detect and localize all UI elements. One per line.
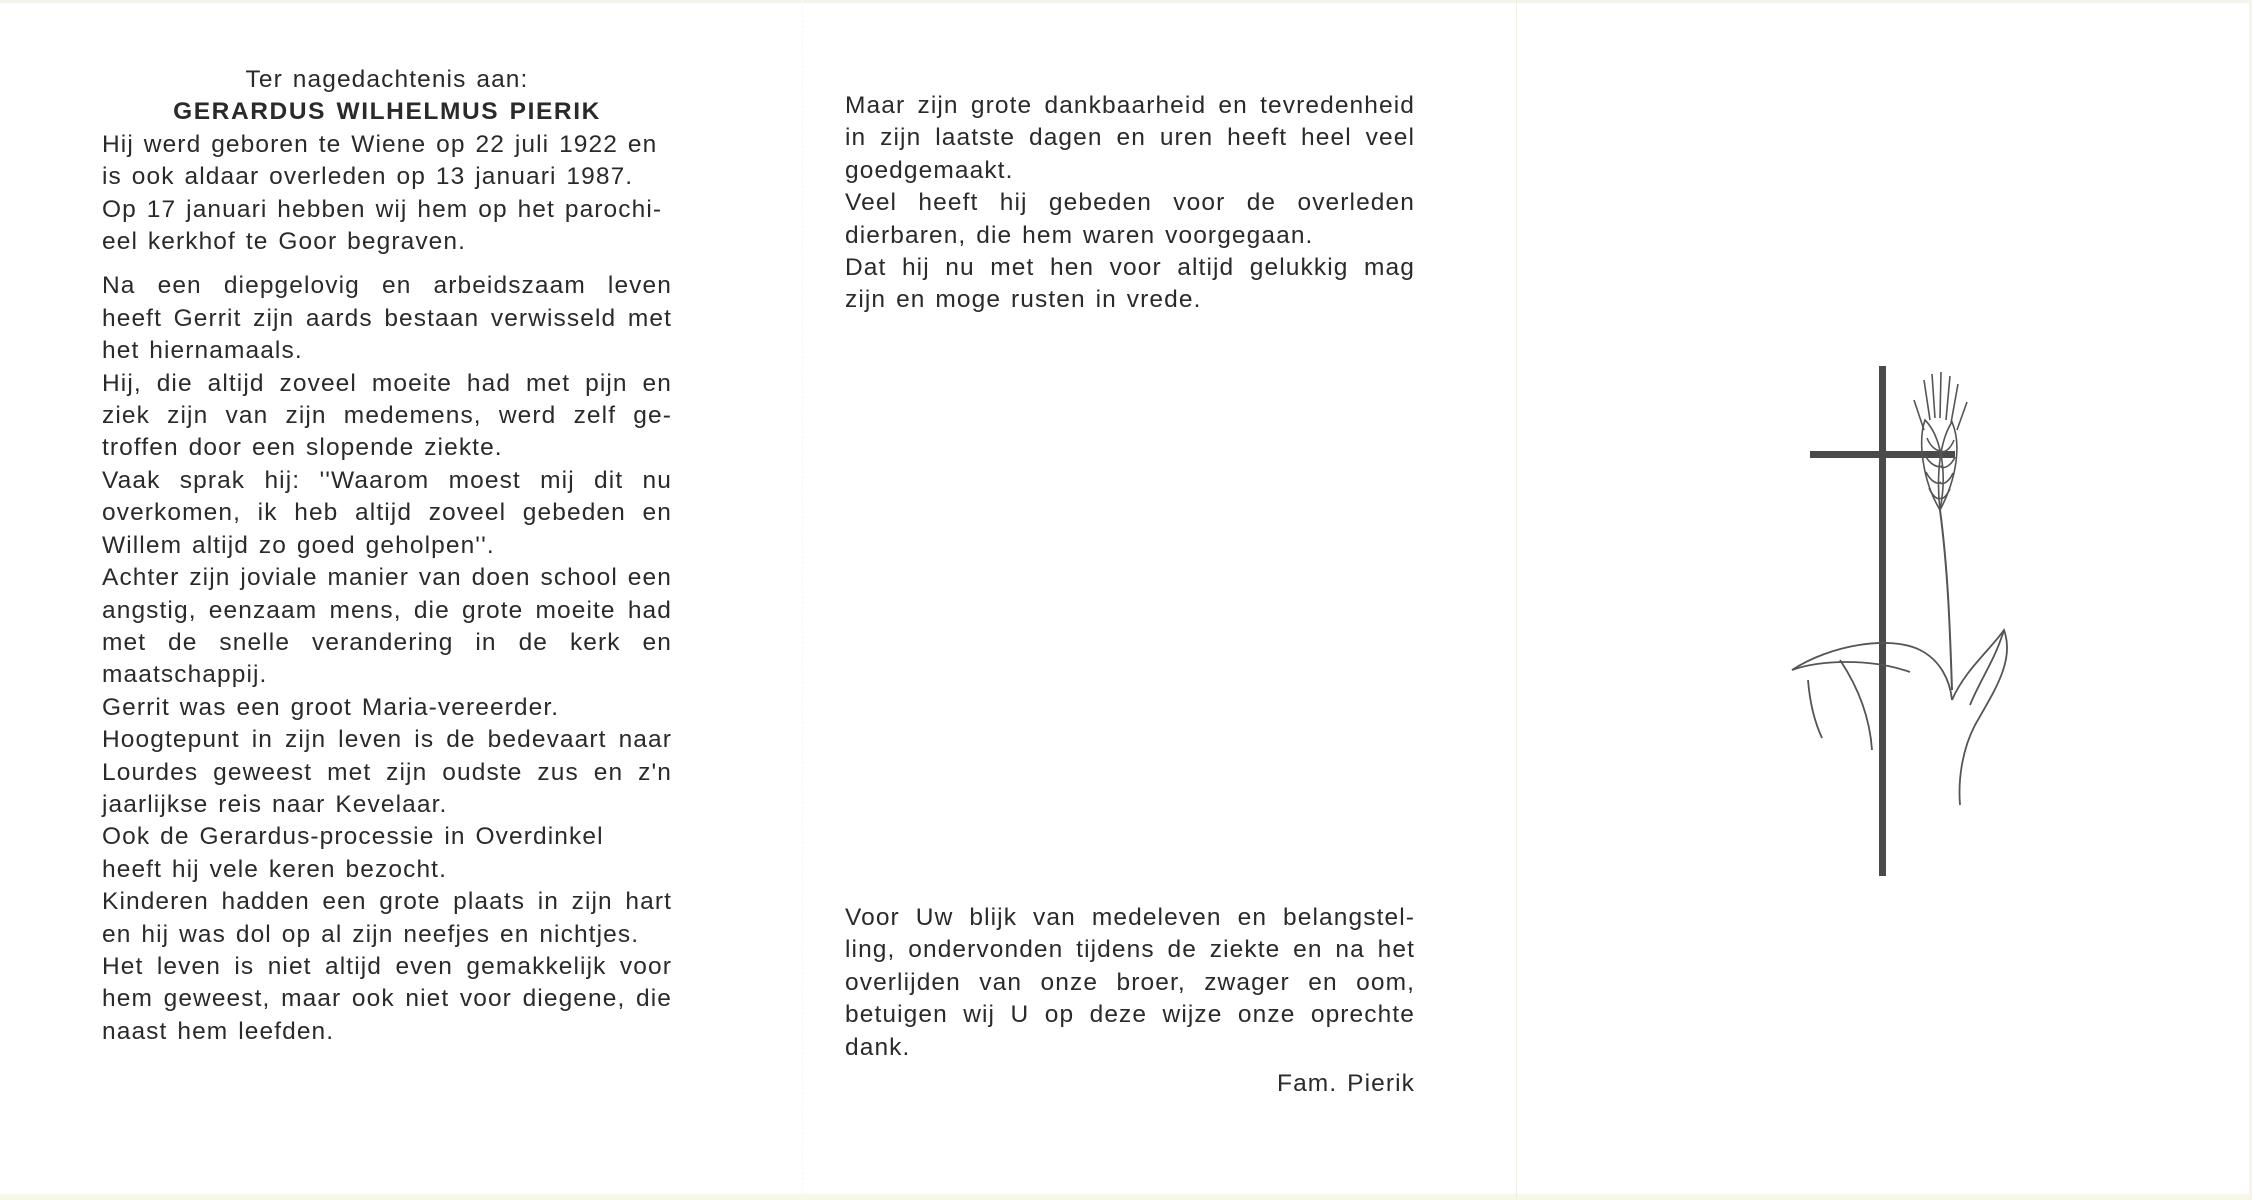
cross-horizontal-beam bbox=[1810, 451, 1955, 458]
paragraph-life-hard: Het leven is niet altijd even gemakkelijk voor hem geweest, maar ook niet voor diegene, die naast hem leefden. bbox=[102, 952, 672, 1045]
middle-column bbox=[845, 90, 1415, 317]
paragraph-rest: Dat hij nu met hen voor altijd gelukkig mag zijn en moge rusten in vrede. bbox=[845, 254, 1415, 314]
paragraph-children: Kinderen hadden een grote plaats in zijn hart en hij was dol op al zijn neefjes en nichtjes. bbox=[102, 888, 672, 948]
paragraph-gratitude: Maar zijn grote dankbaarheid en tevredenheid in zijn laatste dagen en uren heeft heel veel goedgemaakt. bbox=[845, 92, 1415, 184]
paragraph-procession: Ook de Gerardus-processie in Overdinkel heeft hij vele keren bezocht. bbox=[102, 823, 604, 883]
cross-vertical-beam bbox=[1879, 366, 1886, 876]
paragraph-life: Na een diepgelovig en arbeidszaam leven heeft Gerrit zijn aards bestaan verwisseld met het hiernamaals. bbox=[102, 272, 672, 365]
paper-edge-top bbox=[0, 0, 2252, 3]
paragraph-pilgrimage: Hoogtepunt in zijn leven is de bedevaart naar Lourdes geweest met zijn oudste zus en z'n jaarlijkse reis naar Kevelaar. bbox=[102, 726, 672, 818]
paragraph-illness: Hij, die altijd zoveel moeite had met pijn en ziek zijn van zijn medemens, werd zelf ge-troffen door een slopende ziekte. bbox=[102, 369, 672, 462]
signature: Fam. Pierik bbox=[1277, 1070, 1415, 1097]
paper-edge-bottom bbox=[0, 1194, 2252, 1200]
heading-intro: Ter nagedachtenis aan: bbox=[245, 66, 529, 93]
paragraph-character: Achter zijn joviale manier van doen school een angstig, eenzaam mens, die grote moeite had met de snelle verandering in de kerk en maatschappij. bbox=[102, 564, 672, 689]
wheat-leaves bbox=[1792, 630, 2007, 805]
fold-line-middle bbox=[802, 0, 803, 1200]
cross-with-wheat-icon bbox=[1790, 360, 2050, 880]
left-column bbox=[102, 64, 672, 1048]
paragraph-prayer: Veel heeft hij gebeden voor de overleden dierbaren, die hem waren voorgegaan. bbox=[845, 189, 1415, 249]
wheat-stalk bbox=[1940, 510, 1952, 690]
paragraph-quote: Vaak sprak hij: ''Waarom moest mij dit nu overkomen, ik heb altijd zoveel gebeden en Willem altijd zo goed geholpen''. bbox=[102, 466, 672, 559]
deceased-name: GERARDUS WILHELMUS PIERIK bbox=[173, 98, 601, 126]
paragraph-birth-death: Hij werd geboren te Wiene op 22 juli 1922 en is ook aldaar overleden op 13 januari 1987. Op 17 januari hebben wij hem op het parochi-eel kerkhof te Goor begraven. bbox=[102, 130, 663, 256]
thanks-paragraph: Voor Uw blijk van medeleven en belangstel-ling, ondervonden tijdens de ziekte en na het overlijden van onze broer, zwager en oom, betuigen wij U op deze wijze onze oprechte dank. bbox=[845, 904, 1415, 1061]
fold-line-right bbox=[1516, 0, 1517, 1200]
wheat-ear bbox=[1914, 372, 1967, 510]
paragraph-maria: Gerrit was een groot Maria-vereerder. bbox=[102, 693, 560, 721]
